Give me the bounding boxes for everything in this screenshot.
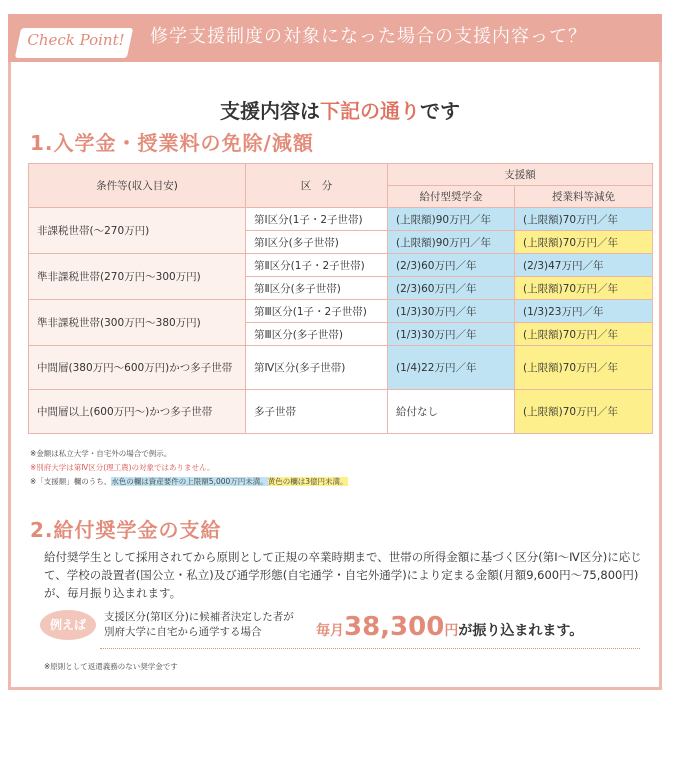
amount-unit: 円 xyxy=(444,623,459,639)
scholarship-cell: (1/3)30万円／年 xyxy=(388,300,515,323)
category-cell: 第Ⅰ区分(多子世帯) xyxy=(246,231,388,254)
category-cell: 第Ⅱ区分(1子・2子世帯) xyxy=(246,254,388,277)
example-description xyxy=(104,610,294,640)
table-row xyxy=(29,346,653,390)
heading-highlight: 下記の通り xyxy=(320,99,420,123)
section-2-body: 給付奨学生として採用されてから原則として正規の卒業時期まで、世帯の所得金額に基づく区分(第Ⅰ～Ⅳ区分)に応じて、学校の設置者(国公立・私立)及び通学形態(自宅通学・自宅外通学)により定まる金額(月額9,600円～75,800円)が、毎月振り込まれます。 xyxy=(44,550,642,600)
example-line-1: 支援区分(第Ⅰ区分)に候補者決定した者が xyxy=(104,611,294,623)
category-cell: 第Ⅱ区分(多子世帯) xyxy=(246,277,388,300)
note-1: ※金額は私立大学・自宅外の場合で例示。 xyxy=(30,449,172,458)
note-2: ※別府大学は第Ⅳ区分(理工農)の対象ではありません。 xyxy=(30,463,215,472)
amount-suffix: が振り込まれます。 xyxy=(458,623,584,639)
tuition-cell: (上限額)70万円／年 xyxy=(515,277,653,300)
category-cell: 第Ⅲ区分(多子世帯) xyxy=(246,323,388,346)
table-notes xyxy=(30,447,348,489)
scholarship-cell: (2/3)60万円／年 xyxy=(388,277,515,300)
amount-prefix: 毎月 xyxy=(316,623,344,639)
category-cell: 第Ⅲ区分(1子・2子世帯) xyxy=(246,300,388,323)
scholarship-cell: (2/3)60万円／年 xyxy=(388,254,515,277)
condition-cell: 中間層(380万円～600万円)かつ多子世帯 xyxy=(29,346,246,390)
example-amount xyxy=(316,612,583,642)
section-1-title: 1.入学金・授業料の免除/減額 xyxy=(30,131,314,155)
dotted-divider xyxy=(100,648,640,649)
tuition-cell: (2/3)47万円／年 xyxy=(515,254,653,277)
condition-cell: 準非課税世帯(270万円～300万円) xyxy=(29,254,246,300)
banner-title: 修学支援制度の対象になった場合の支援内容って？ xyxy=(150,26,587,47)
note-3-prefix: ※「支援額」欄のうち、 xyxy=(30,477,112,486)
example-line-2: 別府大学に自宅から通学する場合 xyxy=(104,626,262,638)
tuition-cell: (上限額)70万円／年 xyxy=(515,346,653,390)
category-cell: 多子世帯 xyxy=(246,390,388,434)
condition-cell: 非課税世帯(～270万円) xyxy=(29,208,246,254)
support-table xyxy=(28,163,653,434)
heading-prefix: 支援内容は xyxy=(220,99,320,123)
tuition-cell: (上限額)70万円／年 xyxy=(515,390,653,434)
scholarship-cell: (1/4)22万円／年 xyxy=(388,346,515,390)
scholarship-cell: (上限額)90万円／年 xyxy=(388,231,515,254)
table-row xyxy=(29,208,653,231)
example-label: 例えば xyxy=(49,618,86,632)
condition-cell: 準非課税世帯(300万円～380万円) xyxy=(29,300,246,346)
header-category: 区 分 xyxy=(246,164,388,208)
category-cell: 第Ⅳ区分(多子世帯) xyxy=(246,346,388,390)
header-scholarship: 給付型奨学金 xyxy=(388,186,515,208)
tuition-cell: (1/3)23万円／年 xyxy=(515,300,653,323)
scholarship-cell: (上限額)90万円／年 xyxy=(388,208,515,231)
table-row xyxy=(29,254,653,277)
page-heading xyxy=(0,95,680,124)
footnote: ※原則として返還義務のない奨学金です xyxy=(44,662,178,671)
scholarship-cell: 給付なし xyxy=(388,390,515,434)
note-3 xyxy=(30,475,348,489)
table-row xyxy=(29,300,653,323)
check-point-label: Check Point! xyxy=(27,31,125,49)
header-support: 支援額 xyxy=(388,164,653,186)
note-3-yellow: 黄色の欄は3億円未満。 xyxy=(267,477,348,486)
tuition-cell: (上限額)70万円／年 xyxy=(515,323,653,346)
header-condition: 条件等(収入目安) xyxy=(29,164,246,208)
header-tuition: 授業料等減免 xyxy=(515,186,653,208)
condition-cell: 中間層以上(600万円～)かつ多子世帯 xyxy=(29,390,246,434)
table-row xyxy=(29,390,653,434)
section-2-title: 2.給付奨学金の支給 xyxy=(30,518,222,542)
tuition-cell: (上限額)70万円／年 xyxy=(515,208,653,231)
category-cell: 第Ⅰ区分(1子・2子世帯) xyxy=(246,208,388,231)
heading-suffix: です xyxy=(420,99,460,123)
scholarship-cell: (1/3)30万円／年 xyxy=(388,323,515,346)
note-3-blue: 水色の欄は資産要件の上限額5,000万円未満。 xyxy=(111,477,268,486)
amount-value: 38,300 xyxy=(344,612,445,642)
tuition-cell: (上限額)70万円／年 xyxy=(515,231,653,254)
